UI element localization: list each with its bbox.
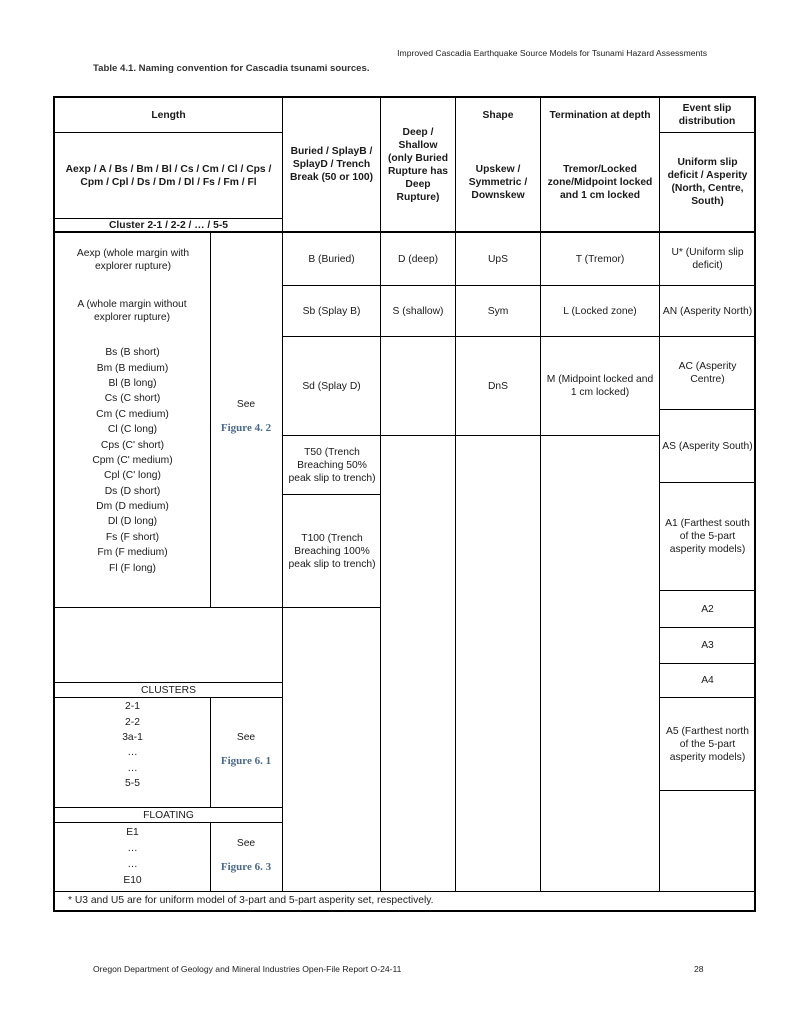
list-item: Fm (F medium) [97,547,168,559]
footer-report: Oregon Department of Geology and Mineral Industries Open-File Report O-24-11 [93,964,402,974]
table-footnote: * U3 and U5 are for uniform model of 3-part and 5-part asperity set, respectively. [68,895,434,906]
see-label-floating: See [236,837,256,849]
slip-a3: A3 [701,640,714,651]
slip-a1: A1 (Farthest south of the 5-part asperity models) [665,518,750,555]
list-item: Dl (D long) [107,516,158,528]
list-item: Cpl (C' long) [104,470,161,482]
list-item: Bm (B medium) [96,362,169,374]
list-item: Cpm (C' medium) [92,454,173,466]
see-label-lengths: See [236,398,256,410]
header-deep-shallow [383,98,453,231]
page-number: 28 [694,964,704,974]
shape-sym: Sym [487,305,509,317]
buried-b: B (Buried) [308,253,355,265]
slip-a4: A4 [701,675,714,686]
buried-t50: T50 (Trench Breaching 50% peak slip to trench) [288,446,376,484]
header-length-codes: Aexp / A / Bs / Bm / Bl / Cs / Cm / Cl / Cps / Cpm / Cpl / Ds / Dm / Dl / Fs / Fm / Fl [65,163,272,188]
header-buried: Buried / SplayB / SplayD / Trench Break (50 or 100) [290,146,373,183]
header-shape: Shape [482,109,514,121]
slip-a5: A5 (Farthest north of the 5-part asperity models) [666,725,749,763]
slip-ac: AC (Asperity Centre) [678,361,737,385]
list-item: Cs (C short) [104,393,161,405]
list-item: … [127,762,138,774]
list-item: 2-1 [125,701,140,713]
clusters-label: CLUSTERS [141,684,196,696]
header-event-slip: Event slip distribution [678,103,736,127]
deep-s: S (shallow) [392,305,444,317]
length-items-list [55,345,210,576]
termination-l: L (Locked zone) [563,305,637,317]
header-length: Length [151,109,186,121]
table-caption: Table 4.1. Naming convention for Cascadia tsunami sources. [93,63,370,74]
running-title: Improved Cascadia Earthquake Source Models for Tsunami Hazard Assessments [397,48,707,58]
list-item: E10 [123,874,142,886]
shape-dns: DnS [487,380,509,392]
figure-6-3-link[interactable]: Figure 6. 3 [220,860,272,873]
floating-list [55,824,210,888]
list-item: 5-5 [125,778,140,790]
figure-6-1-link[interactable]: Figure 6. 1 [220,754,272,767]
deep-d: D (deep) [397,253,439,265]
slip-an: AN (Asperity North) [662,305,753,317]
floating-label: FLOATING [143,809,194,821]
buried-sd: Sd (Splay D) [302,380,361,392]
header-termination: Termination at depth [549,109,651,121]
termination-t: T (Tremor) [575,253,625,265]
list-item: … [127,842,138,854]
list-item: E1 [126,826,139,838]
header-deep-note: (only Buried Rupture has Deep Rupture) [387,152,449,203]
buried-t100: T100 (Trench Breaching 100% peak slip to trench) [288,532,376,570]
header-shape-values: Upskew / Symmetric / Downskew [468,163,528,201]
list-item: Bs (B short) [105,347,160,359]
buried-sb: Sb (Splay B) [302,305,361,317]
list-item: … [127,858,138,870]
length-a: A (whole margin without explorer rupture) [77,299,187,323]
list-item: Cm (C medium) [96,408,169,420]
list-item: 2-2 [125,716,140,728]
list-item: Dm (D medium) [96,501,169,513]
header-event-slip-values: Uniform slip deficit / Asperity (North, Centre, South) [667,157,748,207]
list-item: Fs (F short) [105,531,160,543]
list-item: Ds (D short) [104,485,161,497]
header-cluster-range: Cluster 2-1 / 2-2 / … / 5-5 [108,219,229,231]
termination-m: M (Midpoint locked and 1 cm locked) [546,374,654,398]
list-item: Fl (F long) [109,562,156,574]
list-item: 3a-1 [122,731,143,743]
list-item: … [127,747,138,759]
slip-u: U* (Uniform slip deficit) [671,247,744,271]
list-item: Cl (C long) [107,424,158,436]
slip-as: AS (Asperity South) [662,440,753,452]
header-deep-title: Deep / Shallow [398,126,438,151]
list-item: Cps (C' short) [100,439,165,451]
figure-4-2-link[interactable]: Figure 4. 2 [220,421,272,434]
list-item: Bl (B long) [108,377,157,389]
length-aexp: Aexp (whole margin with explorer rupture) [76,248,190,272]
header-termination-values: Tremor/Locked zone/Midpoint locked and 1 cm locked [547,163,653,201]
slip-a2: A2 [701,603,714,615]
see-label-clusters: See [236,731,256,743]
clusters-list [55,699,210,791]
shape-ups: UpS [487,253,509,265]
